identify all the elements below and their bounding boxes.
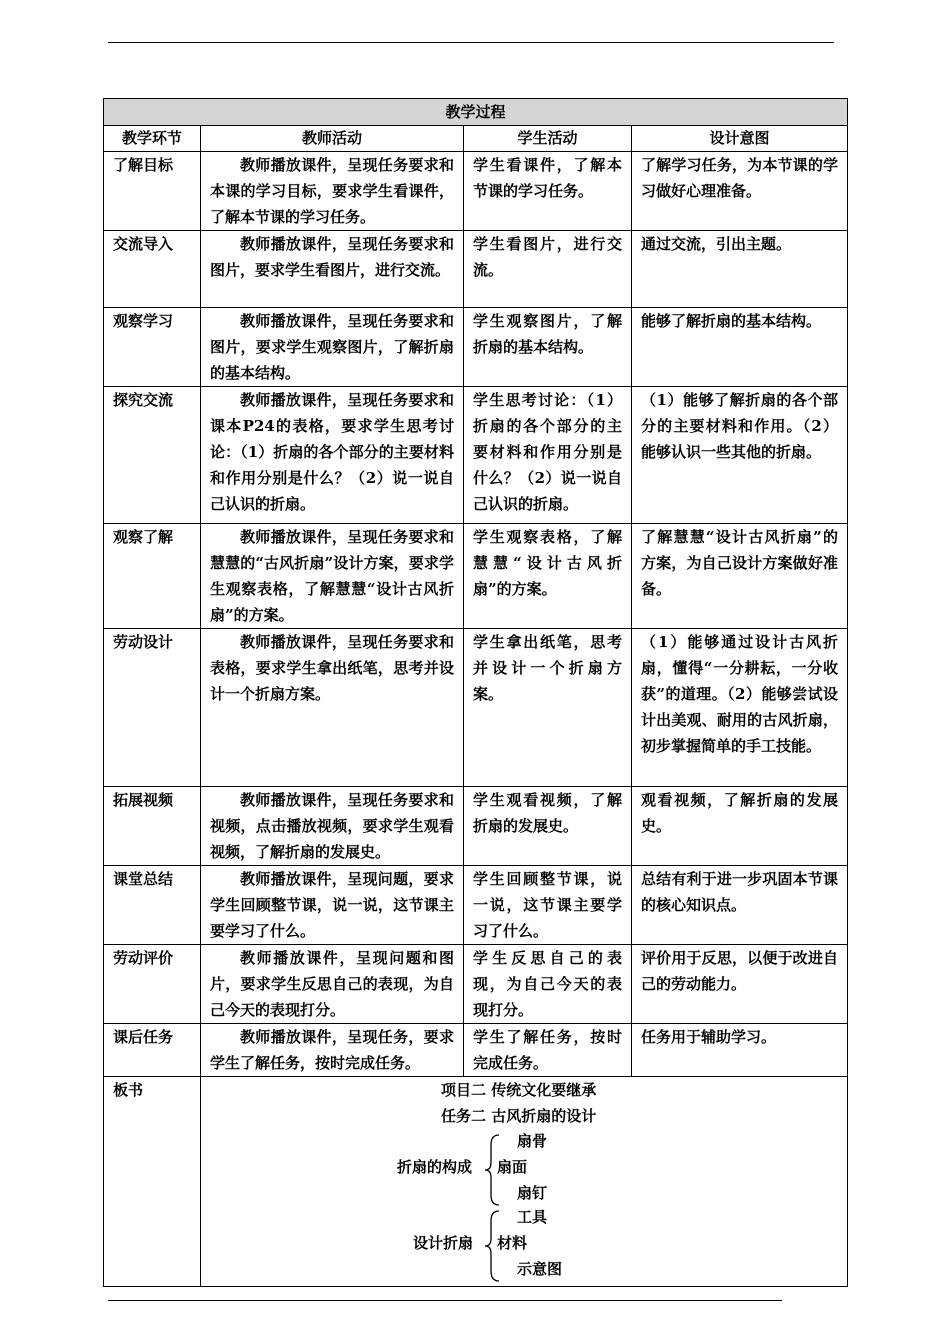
table-row	[104, 524, 848, 629]
cell-segment: 交流导入	[104, 231, 201, 308]
cell-segment: 观察学习	[104, 308, 201, 387]
board-group-name: 设计折扇	[413, 1234, 474, 1252]
cell-intent: 评价用于反思，以便于改进自己的劳动能力。	[632, 945, 848, 1024]
cell-student: 学生看图片，进行交流。	[464, 231, 632, 308]
header-segment: 教学环节	[104, 126, 201, 152]
table-row	[104, 866, 848, 945]
cell-teacher: 教师播放课件，呈现任务，要求学生了解任务，按时完成任务。	[201, 1024, 464, 1077]
cell-intent: （1）能够了解折扇的各个部分的主要材料和作用。（2）能够认识一些其他的折扇。	[632, 387, 848, 524]
cell-student: 学生反思自己的表现，为自己今天的表现打分。	[464, 945, 632, 1024]
cell-intent: 总结有利于进一步巩固本节课的核心知识点。	[632, 866, 848, 945]
cell-teacher: 教师播放课件，呈现问题，要求学生回顾整节课，说一说，这节课主要学习了什么。	[201, 866, 464, 945]
board-item: 扇面	[497, 1158, 528, 1176]
board-row	[104, 1077, 848, 1287]
header-student: 学生活动	[464, 126, 632, 152]
header-teacher: 教师活动	[201, 126, 464, 152]
footer-rule	[108, 1300, 782, 1301]
table-row	[104, 629, 848, 787]
header-rule	[108, 42, 834, 43]
cell-teacher: 教师播放课件，呈现任务要求和课本P24的表格，要求学生思考讨论：（1）折扇的各个部分的主要材料和作用分别是什么？（2）说一说自己认识的折扇。	[201, 387, 464, 524]
header-intent: 设计意图	[632, 126, 848, 152]
cell-student: 学生拿出纸笔，思考并设计一个折扇方案。	[464, 629, 632, 787]
cell-intent: 能够了解折扇的基本结构。	[632, 308, 848, 387]
cell-teacher: 教师播放课件，呈现任务要求和视频，点击播放视频，要求学生观看视频，了解折扇的发展史。	[201, 787, 464, 866]
board-item: 扇骨	[517, 1132, 548, 1150]
cell-segment: 观察了解	[104, 524, 201, 629]
cell-teacher: 教师播放课件，呈现问题和图片，要求学生反思自己的表现，为自己今天的表现打分。	[201, 945, 464, 1024]
cell-student: 学生了解任务，按时完成任务。	[464, 1024, 632, 1077]
board-item: 材料	[497, 1234, 528, 1252]
cell-student: 学生看课件，了解本节课的学习任务。	[464, 152, 632, 231]
board-label: 板书	[104, 1077, 201, 1287]
cell-intent: 观看视频，了解折扇的发展史。	[632, 787, 848, 866]
cell-segment: 探究交流	[104, 387, 201, 524]
board-item: 扇钉	[517, 1184, 548, 1202]
cell-student: 学生观察表格，了解慧慧“设计古风折扇”的方案。	[464, 524, 632, 629]
cell-segment: 拓展视频	[104, 787, 201, 866]
cell-student: 学生回顾整节课，说一说，这节课主要学习了什么。	[464, 866, 632, 945]
brace-icon	[483, 1133, 501, 1207]
board-item: 工具	[517, 1208, 548, 1226]
cell-teacher: 教师播放课件，呈现任务要求和图片，要求学生看图片，进行交流。	[201, 231, 464, 308]
board-group-name: 折扇的构成	[397, 1158, 473, 1176]
cell-intent: 了解学习任务，为本节课的学习做好心理准备。	[632, 152, 848, 231]
cell-segment: 劳动评价	[104, 945, 201, 1024]
table-row	[104, 787, 848, 866]
board-item: 示意图	[517, 1260, 563, 1278]
lesson-process-table	[103, 98, 848, 1287]
cell-intent: （1）能够通过设计古风折扇，懂得“一分耕耘，一分收获”的道理。（2）能够尝试设计出美观、耐用的古风折扇，初步掌握简单的手工技能。	[632, 629, 848, 787]
cell-segment: 课堂总结	[104, 866, 201, 945]
brace-icon	[483, 1209, 501, 1283]
table-row	[104, 152, 848, 231]
table-row	[104, 1024, 848, 1077]
cell-student: 学生思考讨论：（1）折扇的各个部分的主要材料和作用分别是什么？（2）说一说自己认识的折扇。	[464, 387, 632, 524]
cell-teacher: 教师播放课件，呈现任务要求和图片，要求学生观察图片，了解折扇的基本结构。	[201, 308, 464, 387]
board-content	[201, 1077, 848, 1287]
cell-segment: 了解目标	[104, 152, 201, 231]
cell-teacher: 教师播放课件，呈现任务要求和慧慧的“古风折扇”设计方案，要求学生观察表格，了解慧慧“设计古风折扇”的方案。	[201, 524, 464, 629]
cell-intent: 了解慧慧“设计古风折扇”的方案，为自己设计方案做好准备。	[632, 524, 848, 629]
table-row	[104, 945, 848, 1024]
cell-teacher: 教师播放课件，呈现任务要求和本课的学习目标，要求学生看课件，了解本节课的学习任务。	[201, 152, 464, 231]
cell-student: 学生观察图片，了解折扇的基本结构。	[464, 308, 632, 387]
table-row	[104, 308, 848, 387]
cell-teacher: 教师播放课件，呈现任务要求和表格，要求学生拿出纸笔，思考并设计一个折扇方案。	[201, 629, 464, 787]
cell-intent: 任务用于辅助学习。	[632, 1024, 848, 1077]
board-title: 项目二 传统文化要继承	[441, 1081, 597, 1099]
table-row	[104, 387, 848, 524]
cell-intent: 通过交流，引出主题。	[632, 231, 848, 308]
board-subtitle: 任务二 古风折扇的设计	[441, 1107, 597, 1125]
cell-segment: 课后任务	[104, 1024, 201, 1077]
table-banner: 教学过程	[104, 99, 848, 126]
cell-segment: 劳动设计	[104, 629, 201, 787]
table-row	[104, 231, 848, 308]
cell-student: 学生观看视频，了解折扇的发展史。	[464, 787, 632, 866]
